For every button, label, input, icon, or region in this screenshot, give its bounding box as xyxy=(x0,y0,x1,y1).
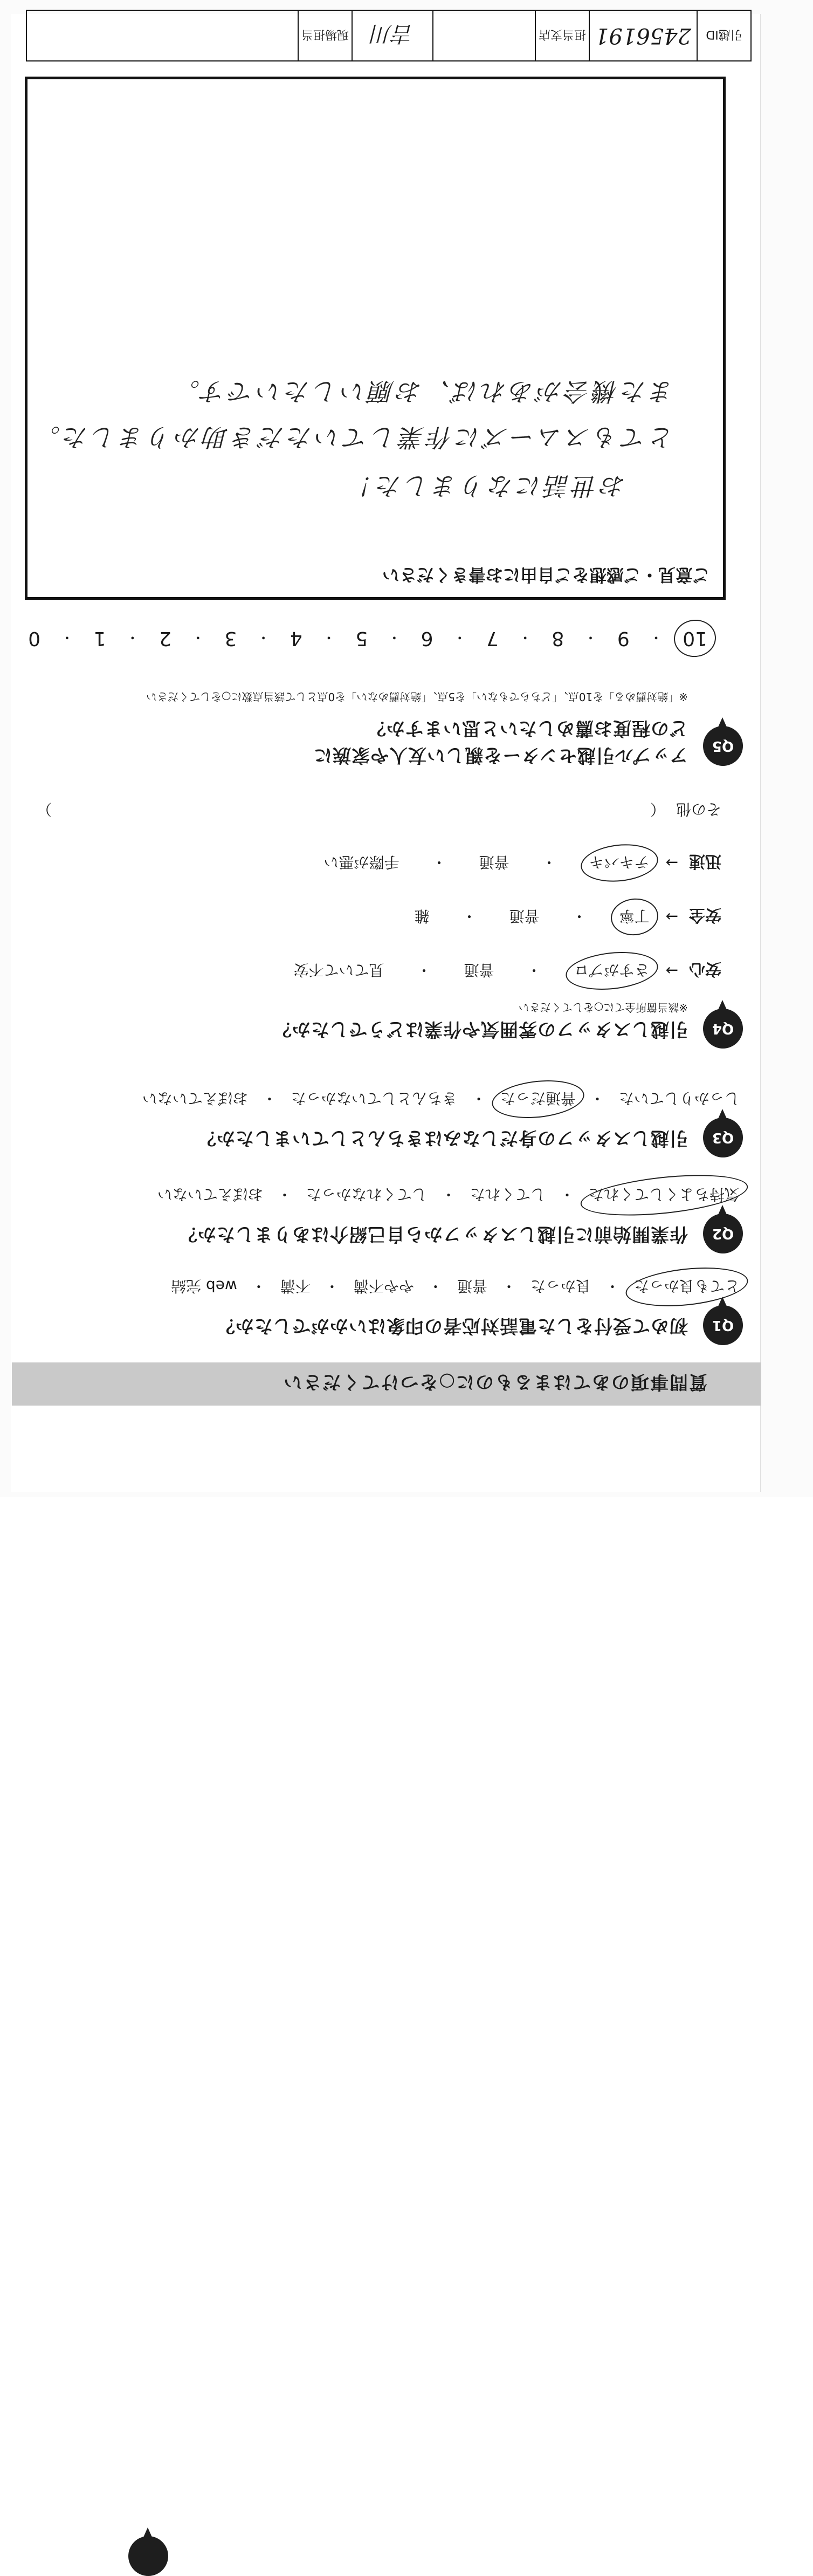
separator: ・ xyxy=(461,907,477,925)
move-id-label: 引越ID xyxy=(697,11,750,60)
q4-safety-rough[interactable]: 雑 xyxy=(414,907,430,925)
q3-option-dont-remember[interactable]: おぼえていない xyxy=(142,1090,248,1107)
q5-score-6[interactable]: 6 xyxy=(421,627,433,649)
q4-row-label: 安心 xyxy=(689,960,721,978)
q5-text-line2: どの程度お薦めしたいと思いますか？ xyxy=(367,717,688,739)
separator: ・ xyxy=(321,629,336,645)
q4-row-speed xyxy=(323,851,721,875)
q4-other-label: その他 xyxy=(676,800,721,818)
separator: ・ xyxy=(251,1277,266,1295)
q4-row-other xyxy=(37,799,721,821)
separator: ・ xyxy=(571,907,587,925)
q4-reassurance-normal[interactable]: 普通 xyxy=(464,961,494,979)
separator: ・ xyxy=(452,629,467,645)
separator: ・ xyxy=(125,629,140,645)
separator: ・ xyxy=(428,1277,443,1295)
q2-option-pleasant[interactable]: 気持ちよくしてくれた xyxy=(589,1184,740,1206)
q1-option-slightly-dissatisfied[interactable]: やや不満 xyxy=(353,1277,414,1295)
branch-label: 担当支店 xyxy=(535,11,589,60)
comment-box[interactable] xyxy=(25,77,726,600)
q4-row-safety xyxy=(414,905,721,929)
separator: ・ xyxy=(60,629,74,645)
q4-badge: Q4 xyxy=(703,1009,743,1049)
q3-option-neat[interactable]: しっかりしていた xyxy=(618,1090,740,1107)
q4-other-close: ） xyxy=(37,800,52,818)
arrow-icon: → xyxy=(665,854,678,872)
q5-score-9[interactable]: 9 xyxy=(617,627,630,649)
admin-table xyxy=(26,10,752,61)
q4-speed-clumsy[interactable]: 手際が悪い xyxy=(323,853,399,871)
q4-row-label: 安全 xyxy=(689,906,721,924)
separator: ・ xyxy=(431,853,447,871)
separator: ・ xyxy=(387,629,402,645)
instruction-text: 質問事項のあてはまるものに○をつけてください xyxy=(283,1371,707,1393)
q5-scale xyxy=(28,627,707,649)
move-id-value: 2456191 xyxy=(589,11,697,60)
separator: ・ xyxy=(324,1277,340,1295)
handwritten-line: また機会があれば、お願いしたいです。 xyxy=(171,377,674,406)
branch-value[interactable] xyxy=(432,11,535,60)
separator: ・ xyxy=(526,961,542,979)
q4-speed-normal[interactable]: 普通 xyxy=(479,853,509,871)
separator: ・ xyxy=(261,1090,277,1107)
separator: ・ xyxy=(518,629,533,645)
separator: ・ xyxy=(191,629,205,645)
q4-row-label: 迅速 xyxy=(689,852,721,871)
separator: ・ xyxy=(649,629,663,645)
q5-score-8[interactable]: 8 xyxy=(552,627,564,649)
q2-option-did[interactable]: してくれた xyxy=(470,1186,546,1203)
q4-reassurance-anxious[interactable]: 見ていて不安 xyxy=(293,961,384,979)
unused xyxy=(128,2536,168,2576)
separator: ・ xyxy=(583,629,598,645)
q5-score-3[interactable]: 3 xyxy=(224,627,237,649)
q4-safety-careful[interactable]: 丁寧 xyxy=(619,906,650,928)
q1-option-very-good[interactable]: とても良かった xyxy=(634,1276,740,1298)
separator: ・ xyxy=(256,629,271,645)
q1-option-good[interactable]: 良かった xyxy=(530,1277,591,1295)
q5-score-1[interactable]: 1 xyxy=(93,627,106,649)
q1-badge: Q1 xyxy=(703,1305,743,1345)
comment-title: ご意見・ご感想をご自由にお書きください xyxy=(382,565,710,585)
site-leader-value: 吉川 xyxy=(352,11,432,60)
q5-score-4[interactable]: 4 xyxy=(290,627,302,649)
q4-note: ※該当箇所全てに○をしてください xyxy=(518,1001,688,1014)
q1-options xyxy=(171,1276,740,1298)
q2-options xyxy=(157,1184,740,1206)
q3-badge: Q3 xyxy=(703,1118,743,1157)
separator: ・ xyxy=(559,1186,575,1203)
separator: ・ xyxy=(589,1090,605,1107)
handwritten-line: とてもスムーズに作業していただき助かりました。 xyxy=(32,423,674,452)
q4-text: 引越しスタッフの雰囲気や作業はどうでしたか？ xyxy=(273,1018,688,1040)
q2-badge: Q2 xyxy=(703,1214,743,1253)
q5-badge: Q5 xyxy=(703,726,743,766)
q4-safety-normal[interactable]: 普通 xyxy=(509,907,540,925)
separator: ・ xyxy=(501,1277,516,1295)
q5-score-0[interactable]: 0 xyxy=(28,627,41,649)
admin-blank-cell[interactable] xyxy=(27,11,298,60)
arrow-icon: → xyxy=(665,962,678,980)
q2-option-did-not[interactable]: してくれなかった xyxy=(306,1186,427,1203)
q3-options xyxy=(142,1088,740,1110)
q5-note: ※「絶対薦める」を10点、「どちらでもない」を5点、「絶対薦めない」を0点として該当点数に○をしてください xyxy=(146,690,688,703)
separator: ・ xyxy=(416,961,432,979)
q3-option-not-neat[interactable]: きちんとしていなかった xyxy=(291,1090,457,1107)
separator: ・ xyxy=(541,853,557,871)
q2-option-dont-remember[interactable]: おぼえていない xyxy=(157,1186,263,1203)
arrow-icon: → xyxy=(665,908,678,926)
separator: ・ xyxy=(440,1186,456,1203)
q1-option-normal[interactable]: 普通 xyxy=(457,1277,487,1295)
q4-speed-brisk[interactable]: テキパキ xyxy=(589,852,650,874)
instruction-bar xyxy=(12,1362,761,1406)
q1-option-dissatisfied[interactable]: 不満 xyxy=(280,1277,311,1295)
q1-option-web[interactable]: web 完結 xyxy=(171,1277,237,1295)
q4-row-reassurance xyxy=(293,959,721,983)
q5-score-2[interactable]: 2 xyxy=(159,627,171,649)
q5-score-5[interactable]: 5 xyxy=(355,627,368,649)
q4-reassurance-pro[interactable]: さすがプロ xyxy=(574,960,650,982)
handwritten-line: お世話になりました！ xyxy=(346,471,626,501)
q5-score-7[interactable]: 7 xyxy=(486,627,499,649)
separator: ・ xyxy=(277,1186,292,1203)
q3-option-normal[interactable]: 普通だった xyxy=(500,1088,576,1110)
q5-score-10[interactable]: 10 xyxy=(683,627,707,649)
q5-text-line1: アップル引越センターを親しい友人や家族に xyxy=(313,744,688,766)
q2-text: 作業開始前に引越しスタッフから自己紹介はありましたか？ xyxy=(178,1223,688,1245)
separator: ・ xyxy=(604,1277,620,1295)
q3-text: 引越しスタッフの身だしなみはきちんとしていましたか？ xyxy=(197,1127,688,1149)
q4-other-open: （ xyxy=(650,800,665,818)
q1-text: 初めて受付をした電話対応者の印象はいかがでしたか？ xyxy=(216,1315,688,1337)
separator: ・ xyxy=(471,1090,486,1107)
site-leader-label: 現場担当 xyxy=(298,11,352,60)
